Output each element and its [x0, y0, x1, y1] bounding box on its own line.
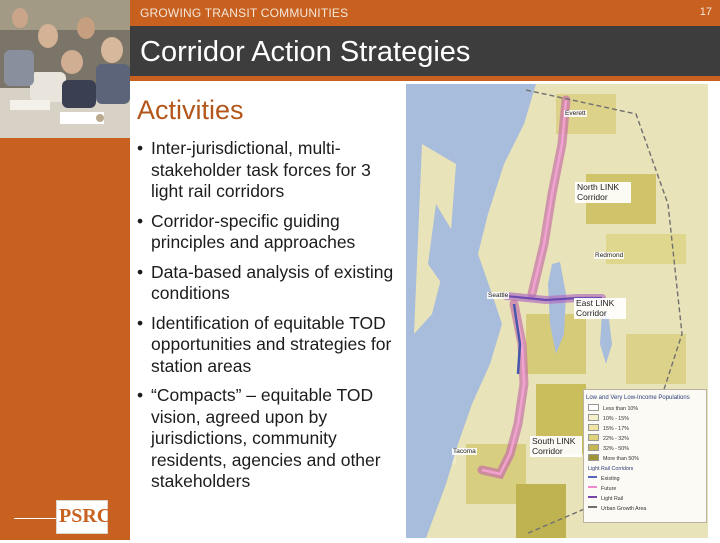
- legend-row: Urban Growth Area: [588, 506, 646, 512]
- legend-swatch: [588, 454, 599, 461]
- list-item: • “Compacts” – equitable TOD vision, agreed upon by jurisdictions, community residents, agencies and other stakeholders: [134, 385, 398, 493]
- list-item: • Corridor-specific guiding principles and approaches: [134, 211, 398, 254]
- legend-row: 10% - 15%: [588, 414, 629, 422]
- legend-row: 15% - 17%: [588, 424, 629, 432]
- legend-title: Low and Very Low-Income Populations: [586, 395, 690, 401]
- map-corridor-label: South LINK Corridor: [530, 436, 582, 457]
- map-corridor-label: East LINK Corridor: [574, 298, 626, 319]
- psrc-logo-text: PSRC: [59, 505, 112, 527]
- legend-row: Light Rail: [588, 496, 623, 502]
- legend-line-icon: [588, 496, 597, 498]
- legend-swatch: [588, 404, 599, 411]
- content-subtitle: Activities: [137, 95, 244, 125]
- legend-row: More than 50%: [588, 454, 639, 462]
- section-label: GROWING TRANSIT COMMUNITIES: [140, 6, 349, 20]
- legend-line-icon: [588, 506, 597, 508]
- list-item: • Data-based analysis of existing conditions: [134, 262, 398, 305]
- map-city-label: Tacoma: [453, 448, 476, 455]
- legend-row: Existing: [588, 476, 620, 482]
- activity-list: [134, 138, 398, 501]
- slide-title: Corridor Action Strategies: [140, 36, 471, 68]
- map-city-label: Seattle: [488, 292, 509, 299]
- legend-swatch: [588, 424, 599, 431]
- legend-subheader: Light Rail Corridors: [588, 466, 634, 472]
- list-item: • Inter-jurisdictional, multi-stakeholder task forces for 3 light rail corridors: [134, 138, 398, 203]
- legend-row: Future: [588, 486, 616, 492]
- map-corridor-label: North LINK Corridor: [575, 182, 631, 203]
- legend-row: 32% - 50%: [588, 444, 629, 452]
- slide-number: 17: [699, 6, 712, 18]
- legend-swatch: [588, 414, 599, 421]
- legend-row: Less than 10%: [588, 404, 638, 412]
- header-photo: [0, 0, 130, 138]
- list-item: • Identification of equitable TOD opportunities and strategies for station areas: [134, 313, 398, 378]
- legend-line-icon: [588, 486, 597, 488]
- map-city-label: Redmond: [595, 252, 624, 259]
- map-city-label: Everett: [565, 110, 586, 117]
- legend-row: 22% - 32%: [588, 434, 629, 442]
- legend-swatch: [588, 434, 599, 441]
- legend-line-icon: [588, 476, 597, 478]
- logo-rule: [14, 518, 56, 519]
- legend-swatch: [588, 444, 599, 451]
